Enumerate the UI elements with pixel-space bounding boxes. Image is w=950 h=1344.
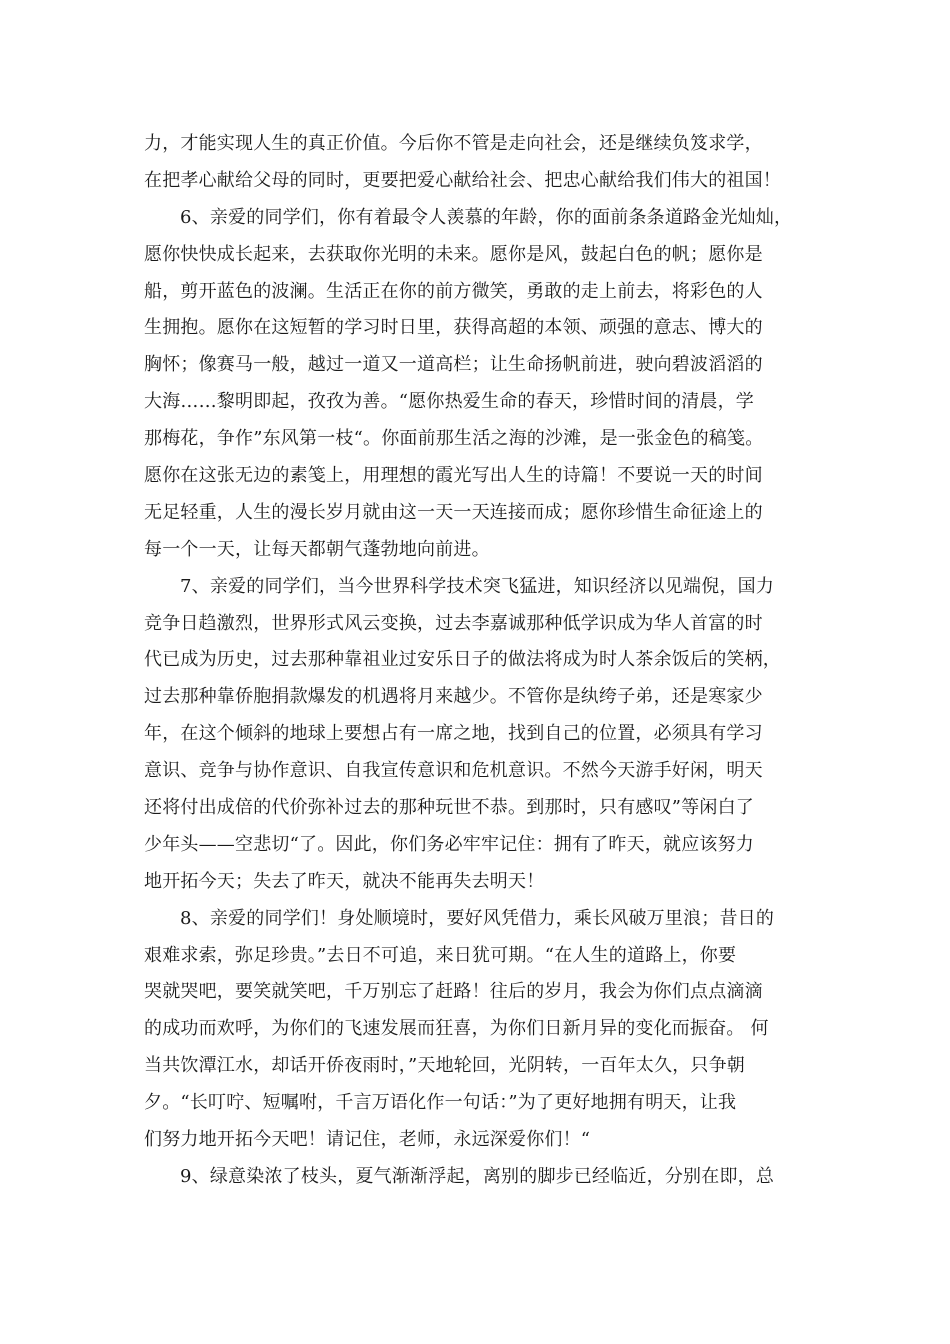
document-body — [144, 126, 814, 1196]
text-line: 年，在这个倾斜的地球上要想占有一席之地，找到自己的位置，必须具有学习 — [144, 723, 763, 745]
text-line: 竞争日趋激烈，世界形式风云变换，过去李嘉诚那种低学识成为华人首富的时 — [144, 612, 763, 634]
text-line: 无足轻重，人生的漫长岁月就由这一天一天连接而成；愿你珍惜生命征途上的 — [144, 501, 763, 523]
text-line: 夕。“长叮咛、短嘱咐，千言万语化作一句话：”为了更好地拥有明天，让我 — [144, 1092, 737, 1114]
text-line: 在把孝心献给父母的同时，更要把爱心献给社会、把忠心献给我们伟大的祖国！ — [144, 169, 781, 191]
text-line: 意识、竞争与协作意识、自我宣传意识和危机意识。不然今天游手好闲，明天 — [144, 760, 763, 782]
text-line: 生拥抱。愿你在这短暂的学习时日里，获得高超的本领、顽强的意志、博大的 — [144, 317, 763, 339]
text-line: 少年头——空悲切“了。因此，你们务必牢牢记住：拥有了昨天，就应该努力 — [144, 833, 754, 855]
text-line: 还将付出成倍的代价弥补过去的那种玩世不恭。到那时，只有感叹”等闲白了 — [144, 797, 754, 819]
text-line: 愿你快快成长起来，去获取你光明的未来。愿你是风，鼓起白色的帆；愿你是 — [144, 243, 763, 265]
text-line: 7、亲爱的同学们，当今世界科学技术突飞猛进，知识经济以见端倪，国力 — [180, 575, 775, 597]
text-line: 的成功而欢呼，为你们的飞速发展而狂喜，为你们日新月异的变化而振奋。 何 — [144, 1018, 769, 1040]
text-line: 胸怀；像赛马一般，越过一道又一道高栏；让生命扬帆前进，驶向碧波滔滔的 — [144, 354, 763, 376]
text-line: 当共饮潭江水，却话开侨夜雨时，”天地轮回，光阴转，一百年太久，只争朝 — [144, 1055, 745, 1077]
text-line: 船，剪开蓝色的波澜。生活正在你的前方微笑，勇敢的走上前去，将彩色的人 — [144, 280, 763, 302]
text-line: 每一个一天，让每天都朝气蓬勃地向前进。 — [144, 538, 490, 560]
text-line: 那梅花，争作”东风第一枝“。你面前那生活之海的沙滩，是一张金色的稿笺。 — [144, 428, 764, 450]
text-line: 愿你在这张无边的素笺上，用理想的霞光写出人生的诗篇！不要说一天的时间 — [144, 465, 763, 487]
text-line: 力，才能实现人生的真正价值。今后你不管是走向社会，还是继续负笈求学， — [144, 133, 763, 154]
text-line: 9、绿意染浓了枝头，夏气渐渐浮起，离别的脚步已经临近，分别在即，总 — [180, 1165, 775, 1187]
text-line: 大海……黎明即起，孜孜为善。“愿你热爱生命的春天，珍惜时间的清晨，学 — [144, 391, 754, 413]
text-line: 过去那种靠侨胞捐款爆发的机遇将月来越少。不管你是纨绔子弟，还是寒家少 — [144, 686, 763, 708]
text-line: 8、亲爱的同学们！身处顺境时，要好风凭借力，乘长风破万里浪；昔日的 — [180, 907, 775, 929]
text-line: 们努力地开拓今天吧！请记住，老师，永远深爱你们！“ — [144, 1129, 591, 1151]
text-line: 艰难求索，弥足珍贵。”去日不可追，来日犹可期。“在人生的道路上，你要 — [144, 944, 737, 966]
text-line: 哭就哭吧，要笑就笑吧，千万别忘了赶路！往后的岁月，我会为你们点点滴滴 — [144, 981, 763, 1003]
text-line: 6、亲爱的同学们，你有着最令人羡慕的年龄，你的面前条条道路金光灿灿， — [180, 206, 793, 228]
text-line: 代已成为历史，过去那种靠祖业过安乐日子的做法将成为时人茶余饭后的笑柄， — [144, 649, 781, 671]
text-line: 地开拓今天；失去了昨天，就决不能再失去明天！ — [144, 870, 545, 892]
